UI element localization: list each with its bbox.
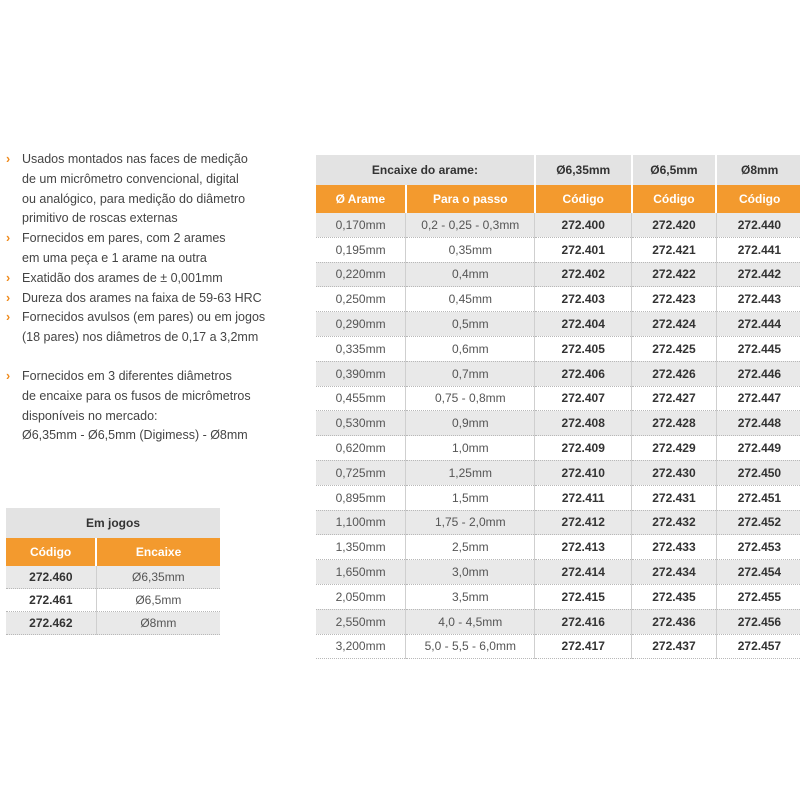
table-row [316,386,800,411]
cell-code-1: 272.402 [535,262,632,287]
cell-arame: 0,170mm [316,213,406,237]
col-header-passo: Para o passo [406,185,535,213]
cell-passo: 0,35mm [406,237,535,262]
table-row [316,510,800,535]
list-item-line: ou analógico, para medição do diâmetro [22,191,246,206]
cell-code-2: 272.424 [632,312,717,337]
table-row [6,589,220,612]
cell-passo: 3,0mm [406,560,535,585]
sets-body [6,566,220,635]
cell-code-3: 272.455 [716,584,800,609]
list-item-line: disponíveis no mercado: [22,408,158,423]
cell-arame: 1,100mm [316,510,406,535]
cell-code-1: 272.404 [535,312,632,337]
cell-arame: 2,050mm [316,584,406,609]
cell-code-3: 272.448 [716,411,800,436]
cell-code-1: 272.401 [535,237,632,262]
cell-code-1: 272.412 [535,510,632,535]
table-row [316,634,800,659]
sets-header-row [6,538,220,566]
list-item-line: Fornecidos em 3 diferentes diâmetros [22,368,232,383]
cell-arame: 1,650mm [316,560,406,585]
sets-table [6,508,220,635]
cell-code-1: 272.408 [535,411,632,436]
table-row [316,609,800,634]
list-item-line: em uma peça e 1 arame na outra [22,250,207,265]
bullet-arrow-icon: › [6,231,11,246]
cell-code-1: 272.406 [535,361,632,386]
cell-code-1: 272.403 [535,287,632,312]
cell-code-2: 272.425 [632,336,717,361]
list-item-line: Fornecidos avulsos (em pares) ou em jogos [22,310,266,325]
cell-code-1: 272.415 [535,584,632,609]
col-header-arame: Ø Arame [316,185,406,213]
cell-passo: 1,25mm [406,460,535,485]
table-row [6,566,220,589]
cell-passo: 4,0 - 4,5mm [406,609,535,634]
cell-codigo: 272.460 [6,566,96,589]
table-row [316,262,800,287]
cell-code-2: 272.423 [632,287,717,312]
cell-arame: 0,220mm [316,262,406,287]
list-item-line: (18 pares) nos diâmetros de 0,17 a 3,2mm [22,330,259,345]
cell-code-1: 272.407 [535,386,632,411]
cell-arame: 3,200mm [316,634,406,659]
list-item [6,150,296,229]
cell-code-2: 272.433 [632,535,717,560]
table-row [316,411,800,436]
cell-code-2: 272.434 [632,560,717,585]
cell-encaixe: Ø8mm [96,612,220,635]
table-row [6,612,220,635]
table-row [316,336,800,361]
bullet-arrow-icon: › [6,290,11,305]
cell-code-2: 272.430 [632,460,717,485]
bullet-arrow-icon: › [6,152,11,166]
cell-code-3: 272.457 [716,634,800,659]
cell-passo: 1,75 - 2,0mm [406,510,535,535]
cell-passo: 0,4mm [406,262,535,287]
cell-code-1: 272.400 [535,213,632,237]
list-item-line: Ø6,35mm - Ø6,5mm (Digimess) - Ø8mm [22,428,248,443]
col-header-code-2: Código [632,185,717,213]
table-row [316,287,800,312]
cell-arame: 0,390mm [316,361,406,386]
cell-code-1: 272.410 [535,460,632,485]
table-row [316,436,800,461]
cell-code-3: 272.456 [716,609,800,634]
wire-codes-table [316,155,800,659]
cell-code-3: 272.444 [716,312,800,337]
cell-passo: 1,5mm [406,485,535,510]
bullet-arrow-icon: › [6,368,11,383]
cell-arame: 0,335mm [316,336,406,361]
list-item [6,308,296,348]
table-row [316,361,800,386]
cell-passo: 0,9mm [406,411,535,436]
list-item-line: primitivo de roscas externas [22,211,178,226]
cell-code-1: 272.411 [535,485,632,510]
wire-codes-body [316,213,800,659]
cell-arame: 0,895mm [316,485,406,510]
table-row [316,535,800,560]
cell-arame: 2,550mm [316,609,406,634]
cell-arame: 0,725mm [316,460,406,485]
cell-code-2: 272.427 [632,386,717,411]
table-row [316,560,800,585]
sets-col-header-codigo: Código [6,538,96,566]
column-header-row [316,185,800,213]
bullet-arrow-icon: › [6,310,11,325]
cell-code-3: 272.440 [716,213,800,237]
fitting-label: Encaixe do arame: [316,155,535,185]
cell-code-3: 272.450 [716,460,800,485]
cell-code-2: 272.437 [632,634,717,659]
list-item [6,289,296,309]
cell-codigo: 272.461 [6,589,96,612]
cell-arame: 1,350mm [316,535,406,560]
cell-code-2: 272.421 [632,237,717,262]
cell-code-1: 272.405 [535,336,632,361]
cell-code-3: 272.449 [716,436,800,461]
list-item [6,367,296,446]
cell-code-1: 272.413 [535,535,632,560]
table-row [316,312,800,337]
fitting-col-2: Ø6,5mm [632,155,717,185]
list-item-line: de um micrômetro convencional, digital [22,171,239,186]
fitting-header-row [316,155,800,185]
cell-code-3: 272.446 [716,361,800,386]
cell-code-2: 272.432 [632,510,717,535]
bullet-arrow-icon: › [6,270,11,285]
cell-passo: 5,0 - 5,5 - 6,0mm [406,634,535,659]
cell-code-2: 272.426 [632,361,717,386]
cell-code-1: 272.416 [535,609,632,634]
col-header-code-3: Código [716,185,800,213]
cell-arame: 0,620mm [316,436,406,461]
cell-code-3: 272.447 [716,386,800,411]
cell-passo: 0,75 - 0,8mm [406,386,535,411]
sets-title: Em jogos [6,508,220,538]
feature-list [6,150,296,446]
cell-code-3: 272.445 [716,336,800,361]
cell-code-3: 272.453 [716,535,800,560]
list-item-line: Usados montados nas faces de medição [22,152,248,166]
cell-encaixe: Ø6,5mm [96,589,220,612]
cell-passo: 0,6mm [406,336,535,361]
fitting-col-3: Ø8mm [716,155,800,185]
cell-passo: 2,5mm [406,535,535,560]
cell-arame: 0,530mm [316,411,406,436]
list-item-line: Exatidão dos arames de ± 0,001mm [22,270,223,285]
cell-code-3: 272.441 [716,237,800,262]
cell-passo: 0,5mm [406,312,535,337]
cell-code-1: 272.417 [535,634,632,659]
cell-arame: 0,290mm [316,312,406,337]
table-row [316,237,800,262]
cell-code-2: 272.435 [632,584,717,609]
fitting-col-1: Ø6,35mm [535,155,632,185]
cell-arame: 0,250mm [316,287,406,312]
cell-code-1: 272.414 [535,560,632,585]
cell-arame: 0,195mm [316,237,406,262]
cell-passo: 0,45mm [406,287,535,312]
cell-code-3: 272.452 [716,510,800,535]
table-row [316,584,800,609]
cell-code-1: 272.409 [535,436,632,461]
list-item [6,229,296,269]
cell-code-2: 272.429 [632,436,717,461]
cell-code-2: 272.420 [632,213,717,237]
sets-title-row [6,508,220,538]
list-item-line: Dureza dos arames na faixa de 59-63 HRC [22,290,262,305]
cell-code-2: 272.436 [632,609,717,634]
cell-code-3: 272.443 [716,287,800,312]
cell-code-3: 272.442 [716,262,800,287]
cell-code-2: 272.428 [632,411,717,436]
col-header-code-1: Código [535,185,632,213]
cell-code-2: 272.422 [632,262,717,287]
cell-code-2: 272.431 [632,485,717,510]
cell-arame: 0,455mm [316,386,406,411]
list-item-line: Fornecidos em pares, com 2 arames [22,231,226,246]
table-row [316,485,800,510]
cell-passo: 0,2 - 0,25 - 0,3mm [406,213,535,237]
cell-code-3: 272.451 [716,485,800,510]
list-item-line: de encaixe para os fusos de micrômetros [22,388,251,403]
table-row [316,213,800,237]
list-item [6,269,296,289]
cell-codigo: 272.462 [6,612,96,635]
cell-passo: 1,0mm [406,436,535,461]
cell-encaixe: Ø6,35mm [96,566,220,589]
sets-col-header-encaixe: Encaixe [96,538,220,566]
cell-passo: 0,7mm [406,361,535,386]
list-gap [6,348,296,367]
table-row [316,460,800,485]
cell-code-3: 272.454 [716,560,800,585]
cell-passo: 3,5mm [406,584,535,609]
